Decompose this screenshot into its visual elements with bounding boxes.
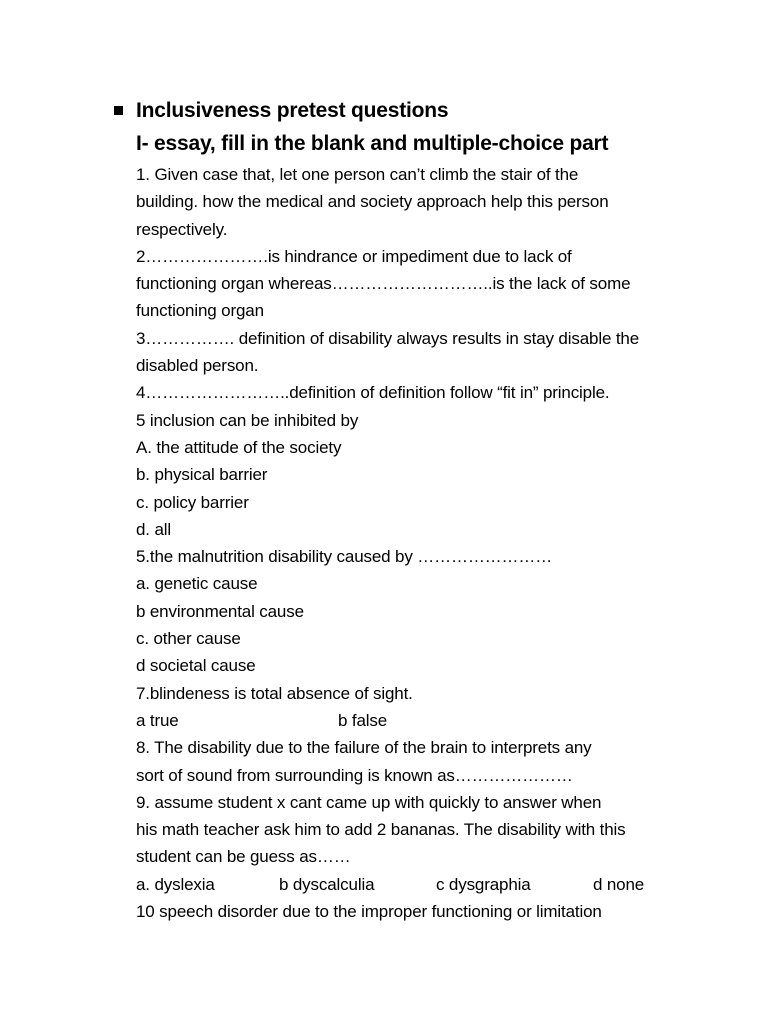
square-bullet-icon [114, 106, 123, 115]
text-line: 2………………….is hindrance or impediment due to lack of [136, 246, 572, 266]
q7-option-a: a true [136, 710, 179, 730]
text-line: sort of sound from surrounding is known as………………… [136, 765, 573, 785]
text-line: respectively. [136, 219, 228, 239]
text-line: his math teacher ask him to add 2 bananas. The disability with this [136, 820, 626, 840]
text-line: 5.the malnutrition disability caused by …………………… [136, 547, 553, 567]
q9-option-d: d none [593, 874, 645, 894]
text-line: disabled person. [136, 356, 259, 376]
option-line: d. all [136, 519, 172, 539]
option-line: d societal cause [136, 656, 256, 676]
text-line: 7.blindeness is total absence of sight. [136, 683, 413, 703]
q7-options-row [136, 707, 736, 734]
text-line: 9. assume student x cant came up with quickly to answer when [136, 792, 602, 812]
option-line: a. genetic cause [136, 574, 258, 594]
option-line: A. the attitude of the society [136, 437, 342, 457]
text-line: building. how the medical and society approach help this person [136, 192, 609, 212]
text-line: 8. The disability due to the failure of the brain to interprets any [136, 738, 592, 758]
text-line: 1. Given case that, let one person can’t climb the stair of the [136, 165, 579, 184]
document-content [136, 94, 736, 925]
option-line: c. other cause [136, 629, 241, 649]
option-line: c. policy barrier [136, 492, 249, 512]
text-line: 4……………………..definition of definition follow “fit in” principle. [136, 383, 610, 403]
q9-option-c: c dysgraphia [436, 874, 531, 894]
option-line: b environmental cause [136, 601, 304, 621]
text-line: 3……………. definition of disability always results in stay disable the [136, 328, 640, 348]
option-line: b. physical barrier [136, 465, 268, 485]
page-title: Inclusiveness pretest questions [136, 99, 449, 122]
q9-option-b: b dyscalculia [279, 874, 375, 894]
q9-option-a: a. dyslexia [136, 874, 215, 894]
text-line: functioning organ [136, 301, 264, 321]
text-line: 5 inclusion can be inhibited by [136, 410, 359, 430]
q7-option-b: b false [338, 710, 388, 730]
question-text [136, 161, 736, 925]
q9-options-row [136, 871, 736, 898]
section-heading: I- essay, fill in the blank and multiple-choice part [136, 132, 609, 155]
text-line: 10 speech disorder due to the improper functioning or limitation [136, 902, 602, 922]
text-line: student can be guess as…… [136, 847, 351, 867]
text-line: functioning organ whereas………………………..is the lack of some [136, 274, 631, 294]
